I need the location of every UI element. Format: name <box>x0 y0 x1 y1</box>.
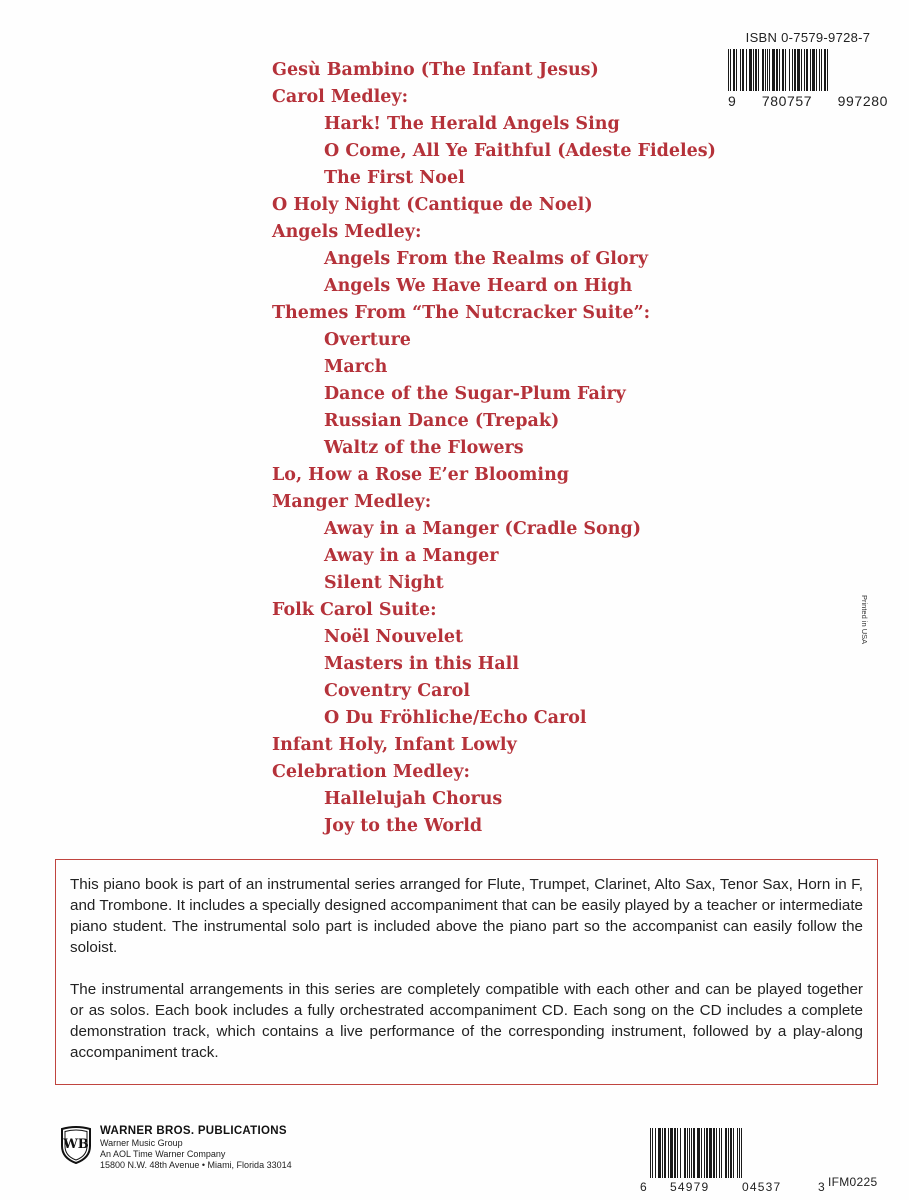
song-title: Away in a Manger <box>324 546 499 566</box>
song-title: Russian Dance (Trepak) <box>324 411 560 431</box>
printed-in-usa-text: Printed in USA <box>860 595 869 645</box>
song-title: Hark! The Herald Angels Sing <box>324 114 620 134</box>
song-title: Joy to the World <box>324 816 483 836</box>
barcode-bar <box>828 49 829 91</box>
song-title: The First Noel <box>324 168 465 188</box>
song-title: Angels From the Realms of Glory <box>324 249 648 269</box>
description-box <box>55 859 878 1085</box>
song-title: O Come, All Ye Faithful (Adeste Fideles) <box>324 141 716 161</box>
catalog-number: IFM0225 <box>828 1175 878 1189</box>
upc-digits <box>640 1178 826 1194</box>
description-paragraph-1: This piano book is part of an instrumental series arranged for Flute, Trumpet, Clarinet, Alto Sax, Tenor Sax, Horn in F, and Trombone. It includes a specially designed accompaniment that can be easily played by a teacher or intermediate piano student. The instrumental solo part is included above the piano part so the accompanist can easily follow the soloist. <box>70 876 863 956</box>
description-paragraph-2: The instrumental arrangements in this series are completely compatible with each other and can be played together or as solos. Each book includes a fully orchestrated accompaniment CD. Each song on the CD includes a complete demonstration track, which contains a live performance of the corresponding instrument, followed by a play-along accompaniment track. <box>70 981 863 1061</box>
song-title: Silent Night <box>324 573 444 593</box>
publisher-name: WARNER BROS. PUBLICATIONS <box>100 1125 287 1137</box>
publisher-address: 15800 N.W. 48th Avenue • Miami, Florida 33014 <box>100 1160 292 1170</box>
song-title: Masters in this Hall <box>324 654 519 674</box>
isbn-ean-lead: 9 <box>728 93 737 109</box>
isbn-ean-right: 997280 <box>837 93 888 109</box>
song-heading: Celebration Medley: <box>272 762 471 782</box>
isbn-barcode-digits <box>728 93 888 109</box>
song-title: Noël Nouvelet <box>324 627 464 647</box>
upc-left: 54979 <box>670 1180 710 1194</box>
barcode-bar <box>741 1128 742 1178</box>
song-title: Away in a Manger (Cradle Song) <box>324 519 641 539</box>
song-heading: Themes From “The Nutcracker Suite”: <box>272 303 651 323</box>
publisher-block <box>60 1125 380 1185</box>
song-title: O Du Fröhliche/Echo Carol <box>324 708 587 728</box>
upc-right: 04537 <box>742 1180 782 1194</box>
song-title: Angels We Have Heard on High <box>324 276 633 296</box>
song-list <box>272 57 742 840</box>
isbn-ean-left: 780757 <box>761 93 813 109</box>
publisher-company: An AOL Time Warner Company <box>100 1149 226 1159</box>
song-heading: Gesù Bambino (The Infant Jesus) <box>272 60 599 80</box>
upc-barcode-block <box>640 1128 826 1194</box>
song-title: March <box>324 357 388 377</box>
song-title: Overture <box>324 330 411 350</box>
isbn-label: ISBN 0-7579-9728-7 <box>745 30 871 45</box>
printed-in-usa <box>855 595 885 655</box>
publisher-group: Warner Music Group <box>100 1138 183 1148</box>
song-heading: Folk Carol Suite: <box>272 600 437 620</box>
song-title: Hallelujah Chorus <box>324 789 503 809</box>
song-heading: Manger Medley: <box>272 492 432 512</box>
isbn-barcode <box>728 49 888 91</box>
wb-logo-text: WB <box>63 1137 89 1152</box>
song-title: Waltz of the Flowers <box>324 438 524 458</box>
song-heading: Carol Medley: <box>272 87 409 107</box>
song-heading: Infant Holy, Infant Lowly <box>272 735 517 755</box>
isbn-barcode-block <box>728 30 888 109</box>
upc-lead: 6 <box>640 1180 648 1194</box>
song-heading: Angels Medley: <box>272 222 422 242</box>
song-heading: Lo, How a Rose E’er Blooming <box>272 465 570 485</box>
song-title: Dance of the Sugar-Plum Fairy <box>324 384 626 404</box>
warner-bros-shield-icon <box>60 1126 92 1164</box>
song-title: Coventry Carol <box>324 681 470 701</box>
song-heading: O Holy Night (Cantique de Noel) <box>272 195 593 215</box>
upc-check: 3 <box>818 1180 826 1194</box>
upc-barcode <box>650 1128 812 1178</box>
